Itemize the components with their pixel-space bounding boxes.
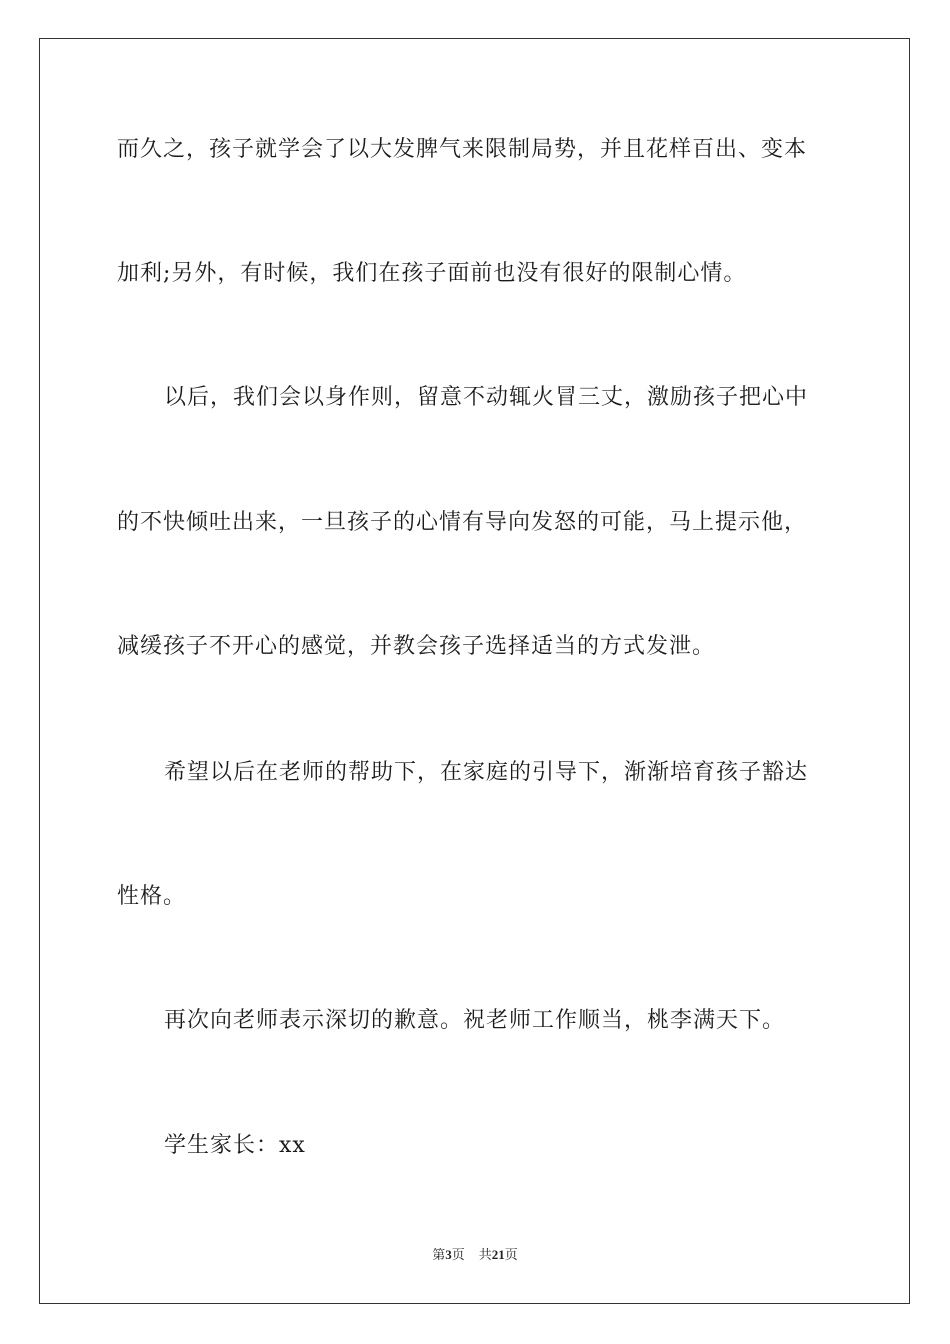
paragraph-line-4: 的不快倾吐出来，一旦孩子的心情有导向发怒的可能，马上提示他， xyxy=(117,510,808,535)
page-prefix: 第 xyxy=(432,1248,446,1263)
paragraph-line-1: 而久之，孩子就学会了以大发脾气来限制局势，并且花样百出、变本 xyxy=(117,137,808,162)
page-footer xyxy=(0,1246,950,1265)
paragraph-line-8: 再次向老师表示深切的歉意。祝老师工作顺当，桃李满天下。 xyxy=(164,1008,786,1033)
total-pages: 21 xyxy=(491,1247,505,1262)
page-suffix: 页 xyxy=(451,1248,465,1263)
paragraph-line-2: 加利;另外，有时候，我们在孩子面前也没有很好的限制心情。 xyxy=(117,261,747,286)
total-prefix: 共 xyxy=(478,1248,492,1263)
total-suffix: 页 xyxy=(504,1248,518,1263)
paragraph-line-6: 希望以后在老师的帮助下，在家庭的引导下，渐渐培育孩子豁达 xyxy=(164,760,809,785)
paragraph-line-3: 以后，我们会以身作则，留意不动辄火冒三丈，激励孩子把心中 xyxy=(164,385,809,410)
page-border xyxy=(39,38,910,1304)
page-number: 3 xyxy=(445,1247,452,1262)
paragraph-line-5: 减缓孩子不开心的感觉，并教会孩子选择适当的方式发泄。 xyxy=(117,634,716,659)
paragraph-line-7: 性格。 xyxy=(117,884,187,909)
signature-line: 学生家长：xx xyxy=(164,1133,306,1158)
